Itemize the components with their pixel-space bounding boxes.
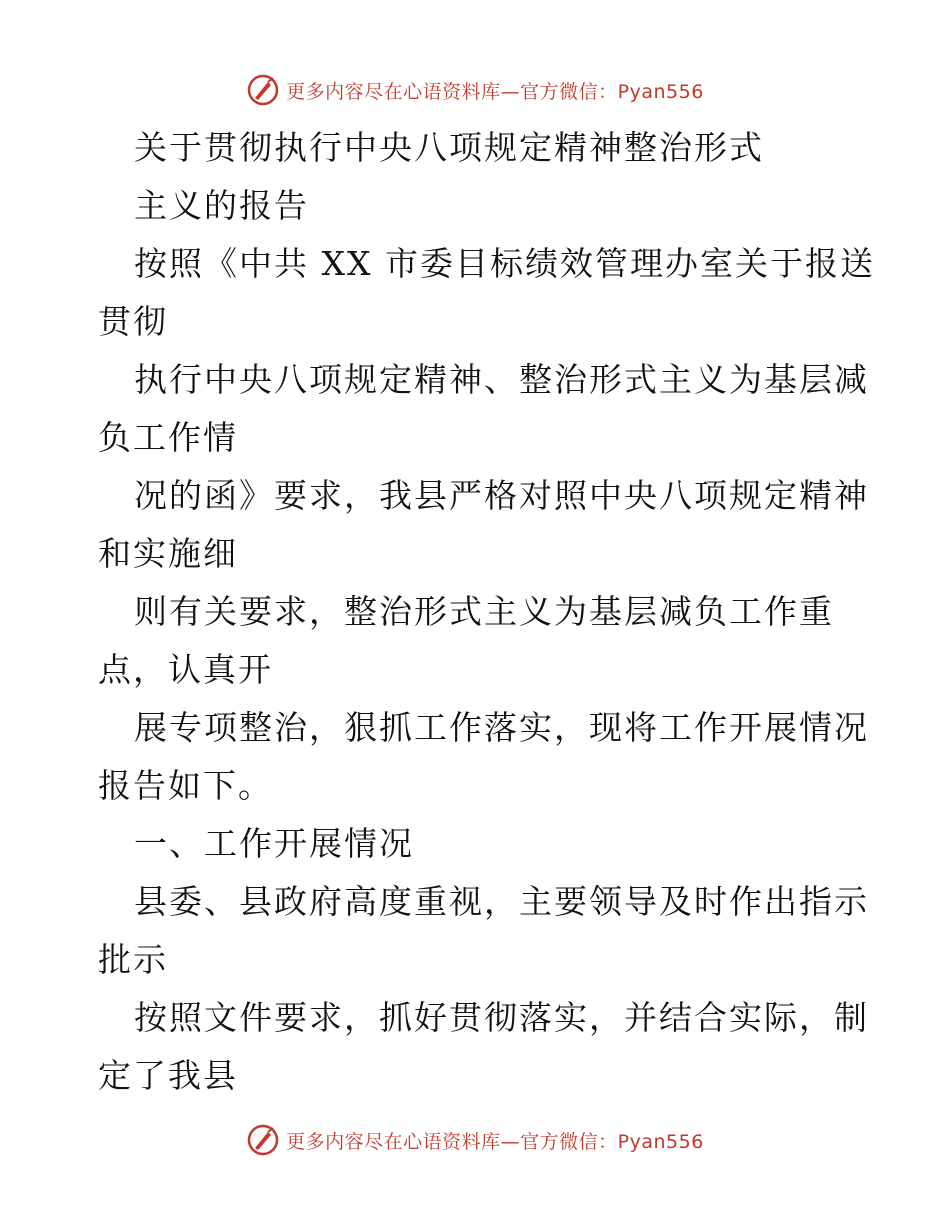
section-heading: 一、工作开展情况: [134, 824, 414, 863]
paragraph-line: 贯彻: [98, 302, 168, 341]
footer-watermark: [0, 1120, 950, 1160]
title-line-2: 主义的报告: [134, 186, 309, 225]
paragraph-line: 按照《中共 XX 市委目标绩效管理办室关于报送: [134, 244, 875, 283]
title-line-1: 关于贯彻执行中央八项规定精神整治形式: [134, 128, 764, 167]
paragraph-line: 负工作情: [98, 418, 238, 457]
paragraph-line: 执行中央八项规定精神、整治形式主义为基层减: [134, 360, 869, 399]
paragraph-line: 按照文件要求，抓好贯彻落实，并结合实际，制: [134, 998, 869, 1037]
paragraph-line: 则有关要求，整治形式主义为基层减负工作重: [134, 592, 834, 631]
paragraph-line: 况的函》要求，我县严格对照中央八项规定精神: [134, 476, 869, 515]
watermark-text: 更多内容尽在心语资料库—官方微信：Pyan556: [286, 80, 704, 103]
paragraph-line: 定了我县: [98, 1056, 238, 1095]
paragraph-line: 和实施细: [98, 534, 238, 573]
paragraph-line: 县委、县政府高度重视，主要领导及时作出指示: [134, 882, 869, 921]
quill-pen-seal-icon: [246, 1123, 280, 1157]
watermark-text: 更多内容尽在心语资料库—官方微信：Pyan556: [286, 1130, 704, 1153]
paragraph-line: 展专项整治，狠抓工作落实，现将工作开展情况: [134, 708, 869, 747]
paragraph-line: 点，认真开: [98, 650, 273, 689]
paragraph-line: 批示: [98, 940, 168, 979]
paragraph-line: 报告如下。: [98, 766, 273, 805]
